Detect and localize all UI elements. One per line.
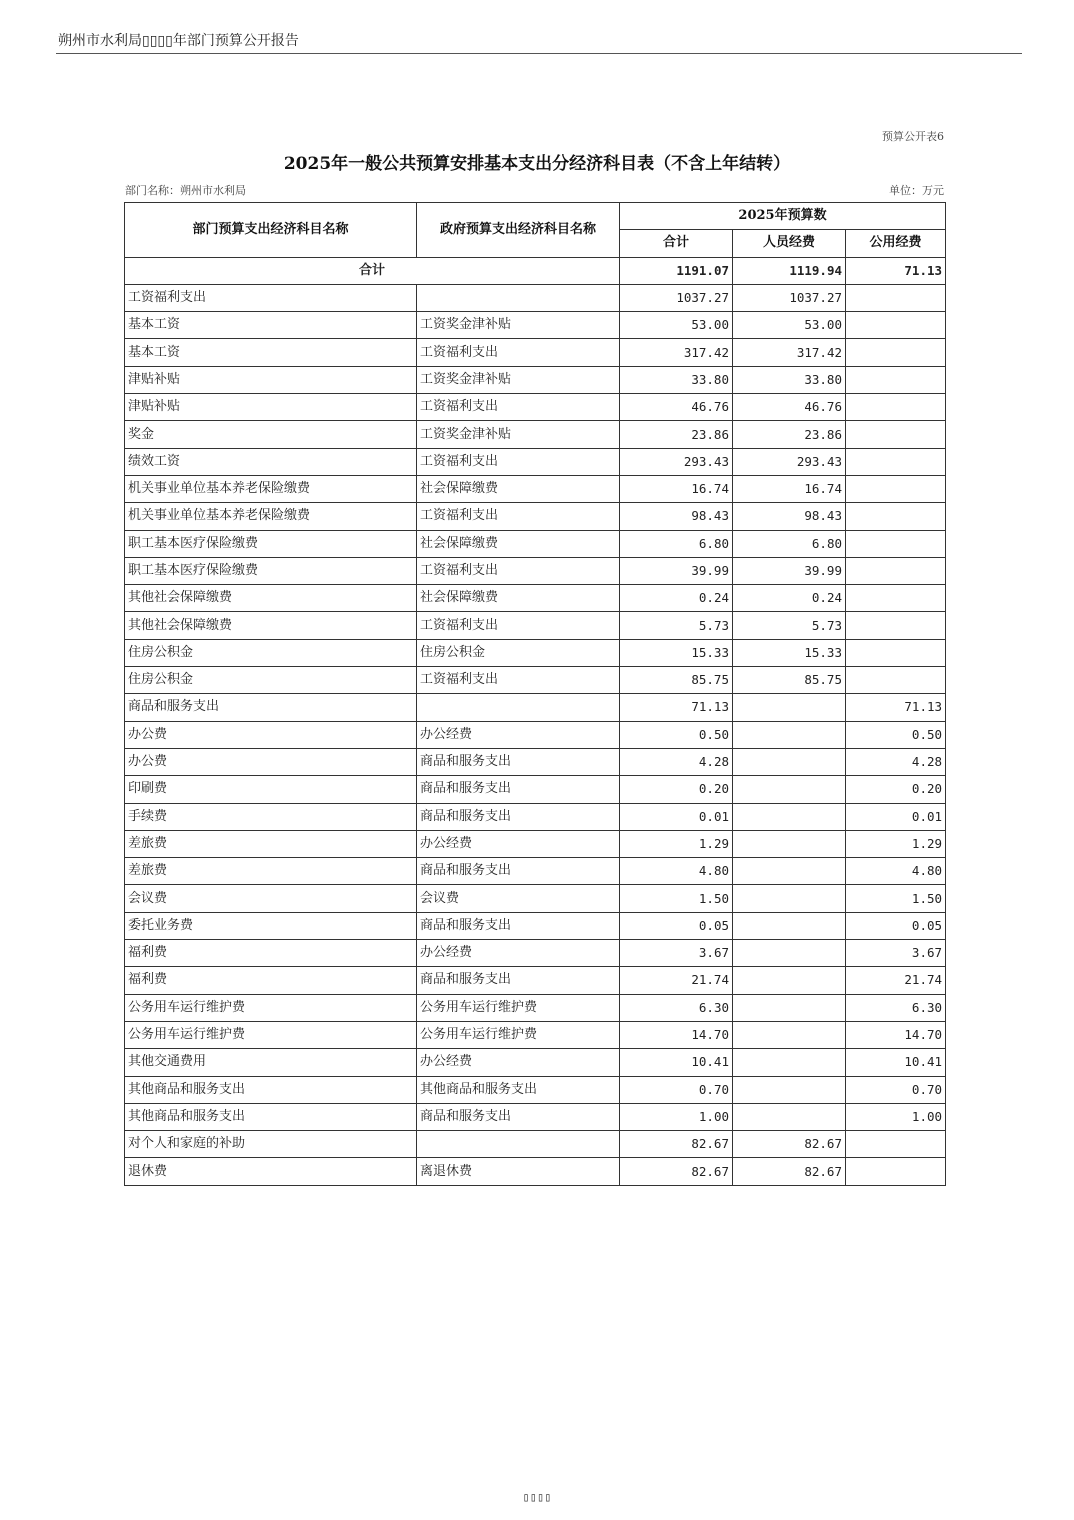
table-row (125, 1049, 946, 1076)
dept-subject-cell: 福利费 (125, 940, 417, 967)
public-cell: 4.28 (846, 748, 946, 775)
total-cell: 4.80 (620, 858, 733, 885)
gov-subject-cell: 公务用车运行维护费 (417, 994, 620, 1021)
table-row (125, 1103, 946, 1130)
dept-subject-cell: 奖金 (125, 421, 417, 448)
public-cell (846, 639, 946, 666)
gov-subject-cell (417, 284, 620, 311)
table-header (125, 203, 946, 258)
total-cell: 82.67 (620, 1158, 733, 1185)
dept-subject-cell: 其他商品和服务支出 (125, 1103, 417, 1130)
gov-subject-cell: 住房公积金 (417, 639, 620, 666)
header-dept-subject: 部门预算支出经济科目名称 (125, 203, 417, 258)
dept-subject-cell: 职工基本医疗保险缴费 (125, 530, 417, 557)
table-row (125, 885, 946, 912)
table-body (125, 257, 946, 1185)
public-cell (846, 1131, 946, 1158)
public-cell: 0.01 (846, 803, 946, 830)
dept-subject-cell: 差旅费 (125, 858, 417, 885)
page-number: ▯▯▯▯ (522, 1490, 552, 1504)
total-cell: 16.74 (620, 475, 733, 502)
table-row (125, 994, 946, 1021)
total-cell: 71.13 (620, 694, 733, 721)
header-divider (56, 53, 1022, 54)
gov-subject-cell: 其他商品和服务支出 (417, 1076, 620, 1103)
table-row (125, 612, 946, 639)
category-row (125, 1131, 946, 1158)
personnel-cell: 1037.27 (733, 284, 846, 311)
public-cell (846, 1158, 946, 1185)
gov-subject-cell (417, 694, 620, 721)
total-cell: 85.75 (620, 667, 733, 694)
personnel-cell (733, 967, 846, 994)
header-total: 合计 (620, 230, 733, 257)
header-public: 公用经费 (846, 230, 946, 257)
total-cell: 46.76 (620, 394, 733, 421)
department-name: 部门名称：朔州市水利局 (125, 184, 246, 197)
personnel-cell (733, 830, 846, 857)
public-cell: 4.80 (846, 858, 946, 885)
total-cell: 0.50 (620, 721, 733, 748)
table-row (125, 503, 946, 530)
public-cell (846, 394, 946, 421)
table-row (125, 394, 946, 421)
table-row (125, 912, 946, 939)
table-row (125, 557, 946, 584)
public-cell: 0.50 (846, 721, 946, 748)
public-cell: 14.70 (846, 1021, 946, 1048)
table-row (125, 803, 946, 830)
table-row (125, 940, 946, 967)
personnel-cell: 82.67 (733, 1131, 846, 1158)
gov-subject-cell: 商品和服务支出 (417, 748, 620, 775)
public-cell (846, 312, 946, 339)
total-cell: 15.33 (620, 639, 733, 666)
dept-subject-cell: 其他商品和服务支出 (125, 1076, 417, 1103)
personnel-cell: 98.43 (733, 503, 846, 530)
gov-subject-cell: 工资福利支出 (417, 394, 620, 421)
dept-subject-cell: 机关事业单位基本养老保险缴费 (125, 503, 417, 530)
table-row (125, 667, 946, 694)
dept-subject-cell: 差旅费 (125, 830, 417, 857)
public-cell (846, 366, 946, 393)
public-cell (846, 503, 946, 530)
table-row (125, 858, 946, 885)
public-cell: 0.70 (846, 1076, 946, 1103)
personnel-cell (733, 1021, 846, 1048)
gov-subject-cell: 商品和服务支出 (417, 967, 620, 994)
table-row (125, 748, 946, 775)
public-cell (846, 557, 946, 584)
dept-subject-cell: 住房公积金 (125, 639, 417, 666)
total-cell: 0.01 (620, 803, 733, 830)
personnel-cell: 23.86 (733, 421, 846, 448)
public-cell (846, 475, 946, 502)
gov-subject-cell: 工资福利支出 (417, 448, 620, 475)
dept-subject-cell: 委托业务费 (125, 912, 417, 939)
total-cell: 21.74 (620, 967, 733, 994)
header-budget-group: 2025年预算数 (620, 203, 946, 230)
dept-subject-cell: 公务用车运行维护费 (125, 1021, 417, 1048)
personnel-cell: 46.76 (733, 394, 846, 421)
personnel-cell: 53.00 (733, 312, 846, 339)
dept-subject-cell: 办公费 (125, 721, 417, 748)
dept-subject-cell: 退休费 (125, 1158, 417, 1185)
gov-subject-cell: 办公经费 (417, 940, 620, 967)
personnel-cell (733, 1049, 846, 1076)
dept-subject-cell: 其他社会保障缴费 (125, 612, 417, 639)
dept-subject-cell: 福利费 (125, 967, 417, 994)
dept-subject-cell: 手续费 (125, 803, 417, 830)
table-title: 2025年一般公共预算安排基本支出分经济科目表（不含上年结转） (283, 154, 791, 174)
dept-subject-cell: 住房公积金 (125, 667, 417, 694)
dept-subject-cell: 会议费 (125, 885, 417, 912)
personnel-cell: 0.24 (733, 585, 846, 612)
gov-subject-cell: 工资福利支出 (417, 557, 620, 584)
table-row (125, 1076, 946, 1103)
table-code: 预算公开表6 (882, 130, 944, 143)
dept-subject-cell: 印刷费 (125, 776, 417, 803)
personnel-cell: 293.43 (733, 448, 846, 475)
dept-subject-cell: 基本工资 (125, 339, 417, 366)
total-cell: 293.43 (620, 448, 733, 475)
personnel-cell (733, 748, 846, 775)
table-row (125, 830, 946, 857)
dept-subject-cell: 其他社会保障缴费 (125, 585, 417, 612)
total-cell: 39.99 (620, 557, 733, 584)
table-row (125, 339, 946, 366)
total-cell: 33.80 (620, 366, 733, 393)
running-header: 朔州市水利局▯▯▯▯年部门预算公开报告 (58, 33, 299, 49)
personnel-cell: 6.80 (733, 530, 846, 557)
total-cell: 0.20 (620, 776, 733, 803)
table-row (125, 530, 946, 557)
table-row (125, 366, 946, 393)
personnel-cell: 33.80 (733, 366, 846, 393)
public-cell: 71.13 (846, 694, 946, 721)
total-public: 71.13 (846, 257, 946, 284)
personnel-cell (733, 1076, 846, 1103)
category-row (125, 694, 946, 721)
public-cell: 1.50 (846, 885, 946, 912)
gov-subject-cell (417, 1131, 620, 1158)
total-cell: 6.80 (620, 530, 733, 557)
gov-subject-cell: 商品和服务支出 (417, 776, 620, 803)
personnel-cell (733, 940, 846, 967)
gov-subject-cell: 工资福利支出 (417, 503, 620, 530)
table-row (125, 475, 946, 502)
personnel-cell: 85.75 (733, 667, 846, 694)
total-cell: 5.73 (620, 612, 733, 639)
personnel-cell (733, 858, 846, 885)
personnel-cell (733, 776, 846, 803)
public-cell: 0.20 (846, 776, 946, 803)
table-row (125, 1021, 946, 1048)
public-cell: 3.67 (846, 940, 946, 967)
public-cell: 1.29 (846, 830, 946, 857)
public-cell (846, 421, 946, 448)
gov-subject-cell: 工资奖金津补贴 (417, 366, 620, 393)
gov-subject-cell: 公务用车运行维护费 (417, 1021, 620, 1048)
personnel-cell (733, 1103, 846, 1130)
total-cell: 53.00 (620, 312, 733, 339)
table-row (125, 721, 946, 748)
total-cell: 1037.27 (620, 284, 733, 311)
total-row (125, 257, 946, 284)
total-cell: 10.41 (620, 1049, 733, 1076)
dept-subject-cell: 津贴补贴 (125, 394, 417, 421)
budget-table (124, 202, 946, 1186)
gov-subject-cell: 商品和服务支出 (417, 912, 620, 939)
dept-subject-cell: 工资福利支出 (125, 284, 417, 311)
table-row (125, 1158, 946, 1185)
total-cell: 317.42 (620, 339, 733, 366)
dept-subject-cell: 津贴补贴 (125, 366, 417, 393)
gov-subject-cell: 商品和服务支出 (417, 803, 620, 830)
gov-subject-cell: 商品和服务支出 (417, 858, 620, 885)
public-cell: 1.00 (846, 1103, 946, 1130)
total-cell: 98.43 (620, 503, 733, 530)
table-row (125, 639, 946, 666)
gov-subject-cell: 工资福利支出 (417, 339, 620, 366)
dept-subject-cell: 商品和服务支出 (125, 694, 417, 721)
public-cell (846, 339, 946, 366)
total-sum: 1191.07 (620, 257, 733, 284)
personnel-cell (733, 912, 846, 939)
table-row (125, 448, 946, 475)
dept-subject-cell: 绩效工资 (125, 448, 417, 475)
personnel-cell: 5.73 (733, 612, 846, 639)
table-row (125, 421, 946, 448)
personnel-cell (733, 885, 846, 912)
personnel-cell (733, 994, 846, 1021)
dept-subject-cell: 职工基本医疗保险缴费 (125, 557, 417, 584)
gov-subject-cell: 工资福利支出 (417, 667, 620, 694)
personnel-cell (733, 803, 846, 830)
gov-subject-cell: 办公经费 (417, 721, 620, 748)
dept-subject-cell: 其他交通费用 (125, 1049, 417, 1076)
table-row (125, 585, 946, 612)
total-cell: 0.70 (620, 1076, 733, 1103)
gov-subject-cell: 工资奖金津补贴 (417, 312, 620, 339)
dept-subject-cell: 基本工资 (125, 312, 417, 339)
gov-subject-cell: 社会保障缴费 (417, 530, 620, 557)
total-cell: 0.05 (620, 912, 733, 939)
public-cell: 0.05 (846, 912, 946, 939)
total-cell: 6.30 (620, 994, 733, 1021)
personnel-cell: 16.74 (733, 475, 846, 502)
gov-subject-cell: 工资奖金津补贴 (417, 421, 620, 448)
header-personnel: 人员经费 (733, 230, 846, 257)
gov-subject-cell: 办公经费 (417, 830, 620, 857)
category-row (125, 284, 946, 311)
public-cell (846, 612, 946, 639)
table-row (125, 312, 946, 339)
personnel-cell: 15.33 (733, 639, 846, 666)
total-cell: 3.67 (620, 940, 733, 967)
table-row (125, 967, 946, 994)
public-cell (846, 585, 946, 612)
gov-subject-cell: 商品和服务支出 (417, 1103, 620, 1130)
personnel-cell (733, 721, 846, 748)
gov-subject-cell: 办公经费 (417, 1049, 620, 1076)
gov-subject-cell: 社会保障缴费 (417, 475, 620, 502)
unit-label: 单位：万元 (889, 184, 944, 197)
header-gov-subject: 政府预算支出经济科目名称 (417, 203, 620, 258)
total-cell: 14.70 (620, 1021, 733, 1048)
public-cell: 6.30 (846, 994, 946, 1021)
personnel-cell: 82.67 (733, 1158, 846, 1185)
public-cell (846, 530, 946, 557)
public-cell: 10.41 (846, 1049, 946, 1076)
dept-subject-cell: 对个人和家庭的补助 (125, 1131, 417, 1158)
total-cell: 1.00 (620, 1103, 733, 1130)
gov-subject-cell: 社会保障缴费 (417, 585, 620, 612)
public-cell: 21.74 (846, 967, 946, 994)
table-row (125, 776, 946, 803)
gov-subject-cell: 工资福利支出 (417, 612, 620, 639)
total-cell: 82.67 (620, 1131, 733, 1158)
total-cell: 4.28 (620, 748, 733, 775)
total-personnel: 1119.94 (733, 257, 846, 284)
personnel-cell: 39.99 (733, 557, 846, 584)
gov-subject-cell: 会议费 (417, 885, 620, 912)
public-cell (846, 284, 946, 311)
total-cell: 1.50 (620, 885, 733, 912)
total-cell: 1.29 (620, 830, 733, 857)
total-cell: 23.86 (620, 421, 733, 448)
personnel-cell: 317.42 (733, 339, 846, 366)
dept-subject-cell: 公务用车运行维护费 (125, 994, 417, 1021)
gov-subject-cell: 离退休费 (417, 1158, 620, 1185)
dept-subject-cell: 机关事业单位基本养老保险缴费 (125, 475, 417, 502)
total-cell: 0.24 (620, 585, 733, 612)
public-cell (846, 448, 946, 475)
total-label: 合计 (125, 257, 620, 284)
dept-subject-cell: 办公费 (125, 748, 417, 775)
personnel-cell (733, 694, 846, 721)
public-cell (846, 667, 946, 694)
